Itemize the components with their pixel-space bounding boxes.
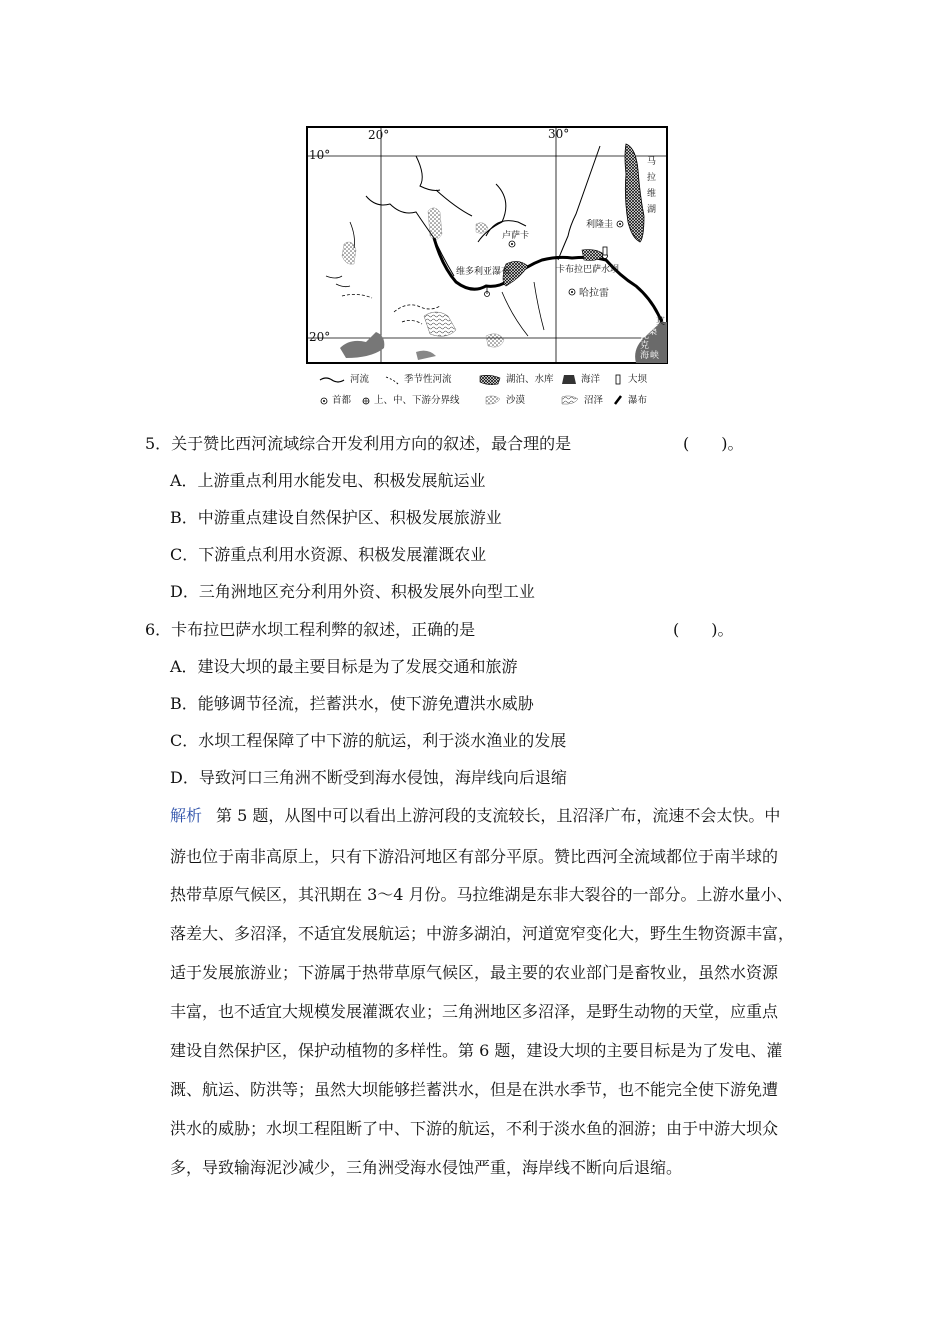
analysis-line-7: 建设自然保护区，保护动植物的多样性。第 6 题，建设大坝的主要目标是为了发电、灌 bbox=[170, 1041, 783, 1060]
legend-ocean-label: 海洋 bbox=[581, 374, 601, 385]
question-6-answer-blank: ( )。 bbox=[673, 620, 734, 639]
analysis-label: 解析 bbox=[170, 806, 203, 825]
analysis-line-2: 游也位于南非高原上，只有下游沿河地区有部分平原。赞比西河全流域都位于南半球的 bbox=[170, 847, 779, 866]
question-5-option-c: C．下游重点利用水资源、积极发展灌溉农业 bbox=[170, 545, 487, 564]
analysis-line-8: 溉、航运、防洪等；虽然大坝能够拦蓄洪水，但是在洪水季节，也不能完全使下游免遭 bbox=[170, 1080, 779, 1099]
analysis-line-4: 落差大、多沼泽，不适宜发展航运；中游多湖泊，河道宽窄变化大，野生生物资源丰富， bbox=[170, 924, 795, 943]
legend-lake-label: 湖泊、水库 bbox=[506, 374, 554, 385]
question-5-option-b: B．中游重点建设自然保护区、积极发展旅游业 bbox=[170, 508, 502, 527]
legend-waterfall-symbol bbox=[615, 396, 621, 404]
label-moz-3: 比 bbox=[640, 331, 650, 341]
legend-capital-label: 首都 bbox=[332, 395, 352, 406]
question-5-stem: 5．关于赞比西河流域综合开发利用方向的叙述，最合理的是 bbox=[145, 434, 572, 453]
legend-river-label: 河流 bbox=[350, 374, 370, 385]
analysis-line-3: 热带草原气候区，其汛期在 3～4 月份。马拉维湖是东非大裂谷的一部分。上游水量小、 bbox=[170, 885, 793, 904]
analysis-line-5: 适于发展旅游业；下游属于热带草原气候区，最主要的农业部门是畜牧业，虽然水资源 bbox=[170, 963, 779, 982]
legend-seasonal-label: 季节性河流 bbox=[404, 374, 452, 385]
analysis-line-1: 第 5 题，从图中可以看出上游河段的支流较长，且沼泽广布，流速不会太快。中 bbox=[216, 806, 781, 825]
label-moz-1: 莫 bbox=[656, 317, 666, 327]
legend-swamp-label: 沼泽 bbox=[584, 395, 604, 406]
zambezi-map bbox=[306, 126, 668, 364]
question-6-option-b: B．能够调节径流，拦蓄洪水，使下游免遭洪水威胁 bbox=[170, 694, 534, 713]
question-5-option-d: D．三角洲地区充分利用外资、积极发展外向型工业 bbox=[170, 582, 535, 601]
legend-dam-symbol bbox=[616, 375, 620, 384]
label-moz-4: 克 bbox=[640, 341, 650, 351]
question-6-option-c: C．水坝工程保障了中下游的航运，利于淡水渔业的发展 bbox=[170, 731, 567, 750]
label-lat-20: 20° bbox=[309, 330, 331, 344]
legend-river-symbol bbox=[320, 378, 344, 382]
question-5-answer-blank: ( )。 bbox=[683, 434, 744, 453]
question-5-option-a: A．上游重点利用水能发电、积极发展航运业 bbox=[170, 471, 486, 490]
map-frame bbox=[307, 127, 667, 363]
question-6-option-d: D．导致河口三角洲不断受到海水侵蚀，海岸线向后退缩 bbox=[170, 768, 567, 787]
legend-lake-symbol bbox=[480, 375, 500, 384]
legend-swamp-symbol bbox=[562, 396, 578, 404]
analysis-line-9: 洪水的威胁；水坝工程阻断了中、下游的航运，不利于淡水鱼的洄游；由于中游大坝众 bbox=[170, 1119, 779, 1138]
question-6-option-a: A．建设大坝的最主要目标是为了发展交通和旅游 bbox=[170, 657, 518, 676]
analysis-line-6: 丰富，也不适宜大规模发展灌溉农业；三角洲地区多沼泽，是野生动物的天堂，应重点 bbox=[170, 1002, 779, 1021]
analysis-first-line bbox=[170, 806, 780, 826]
label-lon-20: 20° bbox=[368, 128, 390, 142]
desert-patch bbox=[428, 208, 442, 240]
label-kariba-dam: 卡布拉巴萨水坝 bbox=[556, 265, 620, 275]
label-malawi-1: 马 bbox=[647, 157, 657, 167]
analysis-line-10: 多，导致输海泥沙减少，三角洲受海水侵蚀严重，海岸线不断向后退缩。 bbox=[170, 1158, 683, 1177]
label-lat-10: 10° bbox=[309, 148, 331, 162]
label-moz-2: 桑 bbox=[648, 327, 658, 337]
label-lusaka: 卢萨卡 bbox=[502, 231, 530, 241]
legend-dam-label: 大坝 bbox=[628, 374, 648, 385]
legend-desert-label: 沙漠 bbox=[506, 395, 526, 406]
map-legend bbox=[318, 372, 678, 412]
label-malawi-4: 湖 bbox=[647, 205, 657, 215]
label-moz-6: 峡 bbox=[650, 351, 660, 361]
legend-desert-symbol bbox=[486, 396, 500, 404]
label-malawi-2: 拉 bbox=[647, 173, 657, 183]
label-harare: 哈拉雷 bbox=[579, 288, 609, 299]
legend-waterfall-label: 瀑布 bbox=[628, 395, 648, 406]
legend-seasonal-symbol bbox=[386, 377, 398, 384]
dam-marker bbox=[603, 247, 607, 255]
legend-ocean-symbol bbox=[562, 375, 576, 384]
question-6-stem: 6．卡布拉巴萨水坝工程利弊的叙述，正确的是 bbox=[145, 620, 476, 639]
label-moz-5: 海 bbox=[640, 351, 650, 361]
label-lon-30: 30° bbox=[548, 127, 570, 141]
label-victoria-falls: 维多利亚瀑布 bbox=[456, 267, 511, 277]
legend-boundary-label: 上、中、下游分界线 bbox=[374, 395, 460, 406]
label-malawi-3: 维 bbox=[647, 189, 657, 199]
label-lilongwe: 利隆圭 bbox=[586, 220, 614, 230]
